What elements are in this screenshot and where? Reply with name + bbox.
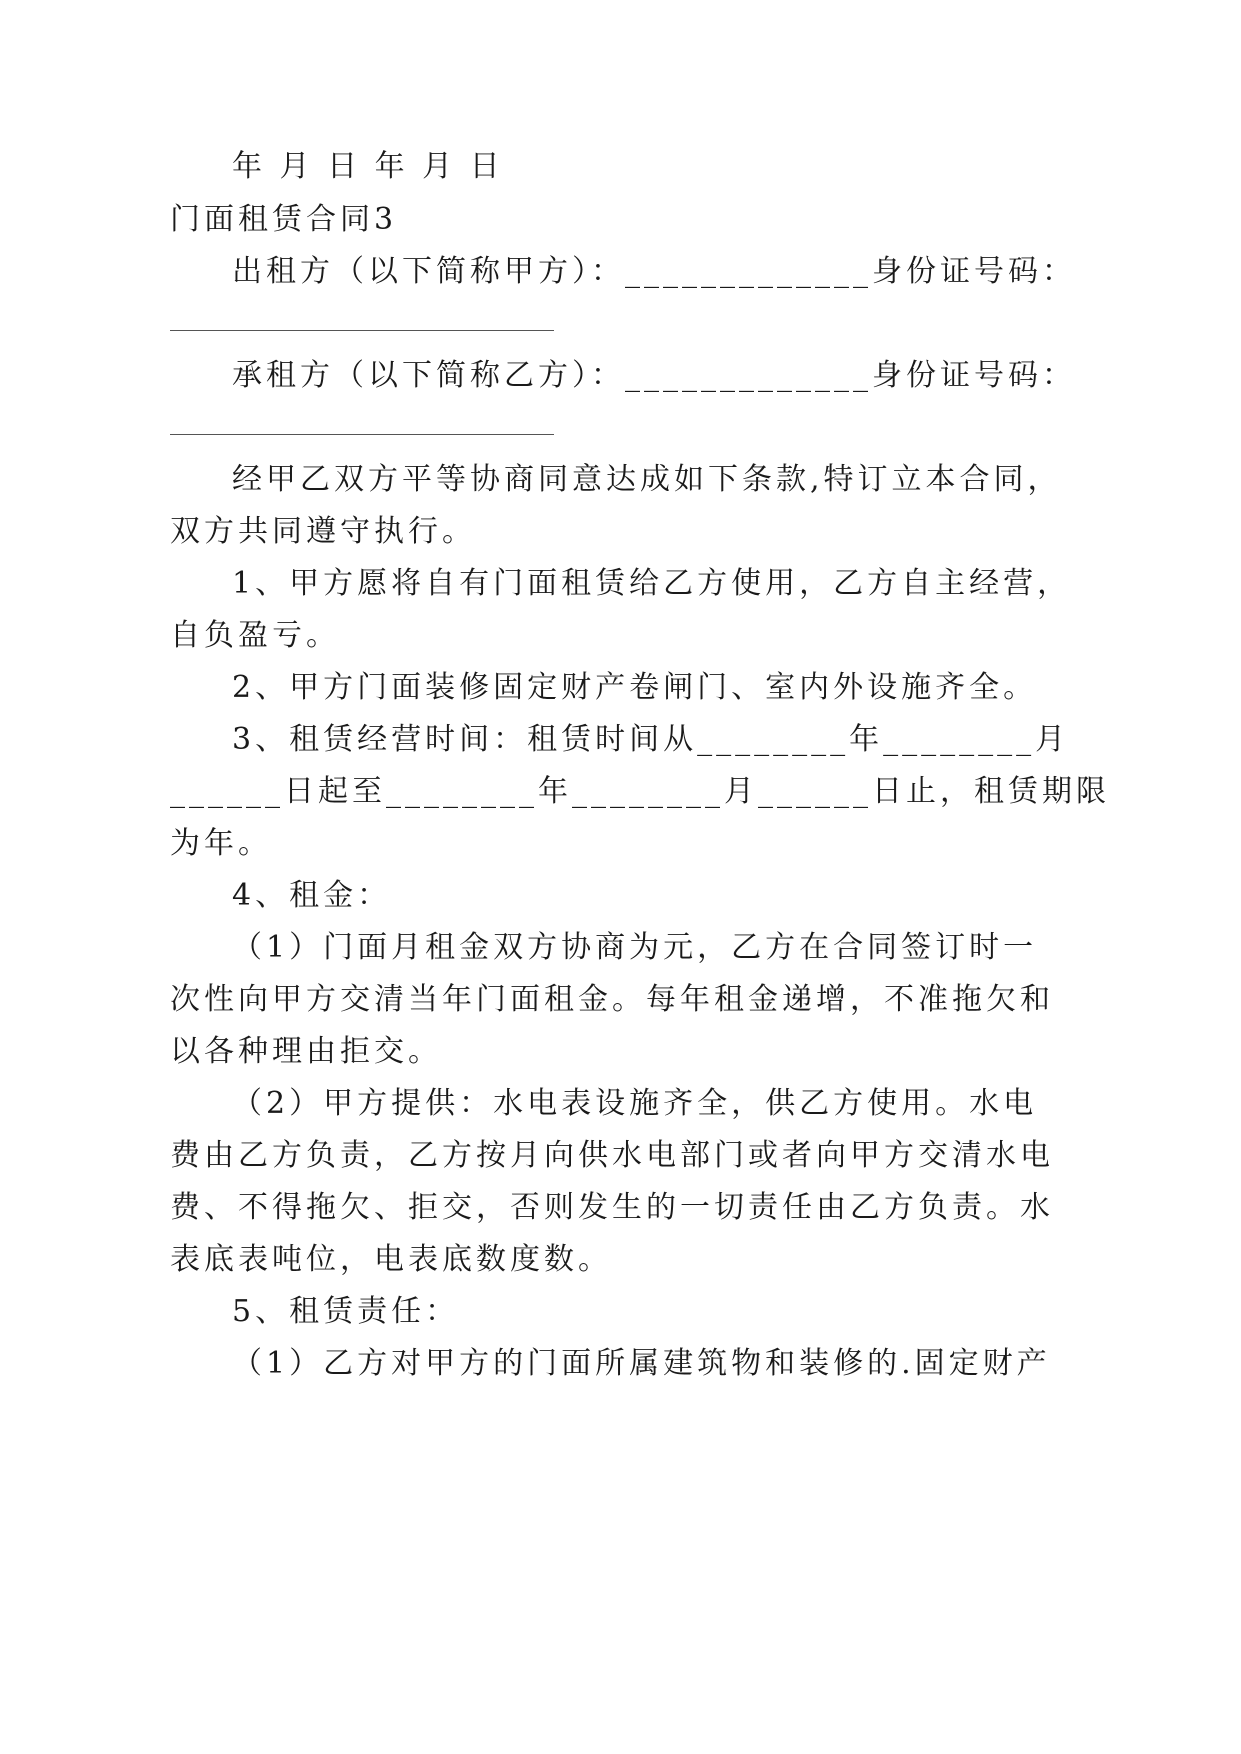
clause-4-2-line-1: （2）甲方提供：水电表设施齐全，供乙方使用。水电 bbox=[232, 1086, 1038, 1121]
lessor-line: 出租方（以下简称甲方）：_____________身份证号码： bbox=[232, 254, 1076, 289]
lessor-id-blank bbox=[170, 330, 554, 331]
clause-4-2-line-2: 费由乙方负责，乙方按月向供水电部门或者向甲方交清水电 bbox=[170, 1138, 1054, 1173]
lessee-line: 承租方（以下简称乙方）：_____________身份证号码： bbox=[232, 358, 1076, 393]
intro-line-1: 经甲乙双方平等协商同意达成如下条款,特订立本合同， bbox=[232, 462, 1062, 497]
lessee-id-blank bbox=[170, 434, 554, 435]
clause-4-1-line-1: （1）门面月租金双方协商为元，乙方在合同签订时一 bbox=[232, 930, 1038, 965]
clause-4-2-line-3: 费、不得拖欠、拒交，否则发生的一切责任由乙方负责。水 bbox=[170, 1190, 1054, 1225]
clause-3-line-1: 3、租赁经营时间：租赁时间从________年________月 bbox=[232, 722, 1070, 757]
clause-1-line-2: 自负盈亏。 bbox=[170, 618, 340, 653]
intro-line-2: 双方共同遵守执行。 bbox=[170, 514, 476, 549]
clause-2: 2、甲方门面装修固定财产卷闸门、室内外设施齐全。 bbox=[232, 670, 1038, 705]
clause-4-1-line-3: 以各种理由拒交。 bbox=[170, 1034, 442, 1069]
clause-3-line-3: 为年。 bbox=[170, 826, 272, 861]
clause-4-2-line-4: 表底表吨位，电表底数度数。 bbox=[170, 1242, 612, 1277]
clause-5-1-line-1: （1）乙方对甲方的门面所属建筑物和装修的.固定财产 bbox=[232, 1346, 1051, 1381]
clause-1-line-1: 1、甲方愿将自有门面租赁给乙方使用，乙方自主经营， bbox=[232, 566, 1072, 601]
clause-4: 4、租金： bbox=[232, 878, 392, 913]
clause-3-line-2: ______日起至________年________月______日止，租赁期限 bbox=[170, 774, 1110, 809]
clause-5: 5、租赁责任： bbox=[232, 1294, 460, 1329]
clause-4-1-line-2: 次性向甲方交清当年门面租金。每年租金递增，不准拖欠和 bbox=[170, 982, 1054, 1017]
contract-title: 门面租赁合同3 bbox=[170, 202, 398, 237]
date-line: 年 月 日 年 月 日 bbox=[232, 149, 504, 184]
